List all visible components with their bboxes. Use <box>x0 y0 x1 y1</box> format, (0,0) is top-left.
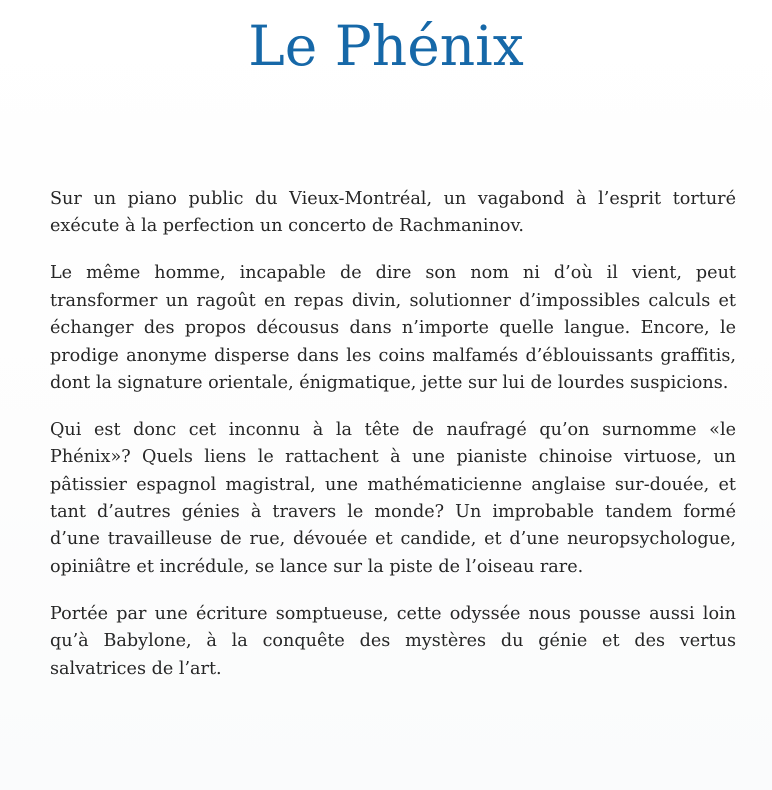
book-title: Le Phénix <box>248 14 524 78</box>
blurb-paragraph-4: Portée par une écriture somptueuse, cette odyssée nous pousse aussi loin qu’à Babylone, à la conquête des mystères du génie et des vertus salvatrices de l’art. <box>50 603 736 679</box>
blurb-paragraph-2: Le même homme, incapable de dire son nom ni d’où il vient, peut transformer un ragoût en repas divin, solutionner d’impossibles calculs et échanger des propos décousus dans n’importe quelle langue. Encore, le prodige anonyme disperse dans les coins malfamés d’éblouissants graffitis, dont la signature orientale, énigmatique, jette sur lui de lourdes suspicions. <box>50 263 736 393</box>
book-blurb <box>50 186 736 703</box>
blurb-paragraph-3: Qui est donc cet inconnu à la tête de naufragé qu’on surnomme «le Phénix»? Quels liens le rattachent à une pianiste chinoise virtuose, un pâtissier espagnol magistral, une mathématicienne anglaise sur-douée, et tant d’autres génies à travers le monde? Un improbable tandem formé d’une travailleuse de rue, dévouée et candide, et d’une neuropsychologue, opiniâtre et incrédule, se lance sur la piste de l’oiseau rare. <box>50 419 736 577</box>
blurb-paragraph-1: Sur un piano public du Vieux-Montréal, un vagabond à l’esprit torturé exécute à la perfection un concerto de Rachmaninov. <box>50 189 736 237</box>
